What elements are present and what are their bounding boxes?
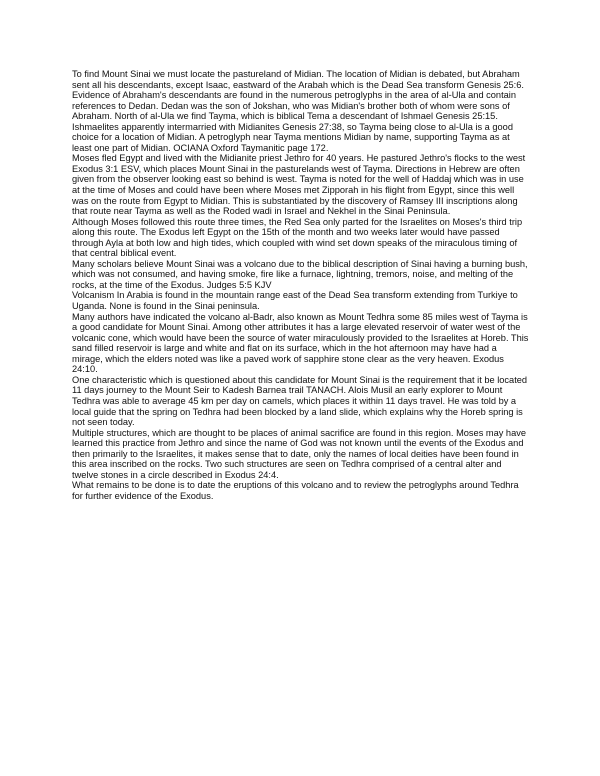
paragraph-sacrifice-structures: Multiple structures, which are thought to be places of animal sacrifice are found in this region. Moses may have learned this practice from Jethro and since the name of God was not known until the events of the Exodus and then primarily to the Israelites, it makes sense that to date, only the names of local deities have been found in this area inscribed on the rocks. Two such structures are seen on Tedhra comprised of a central alter and twelve stones in a circle described in Exodus 24:4. [72,427,526,480]
paragraph-eleven-days-journey: One characteristic which is questioned about this candidate for Mount Sinai is the requirement that it be located 11 days journey to the Mount Seir to Kadesh Barnea trail TANACH. Alois Musil an early explorer to Mount Tedhra was able to average 45 km per day on camels, which places it within 11 days travel. He was told by a local guide that the spring on Tedhra had been blocked by a land slide, which explains why the Horeb spring is not seen today. [72,374,528,428]
paragraph-red-sea-crossing: Although Moses followed this route three times, the Red Sea only parted for the Israelites on Moses's third trip along this route. The Exodus left Egypt on the 15th of the month and two weeks later would have passed through Ayla at both low and high tides, which coupled with wind set down speaks of the miraculous timing of that central biblical event. [72,216,523,259]
paragraph-remaining-work: What remains to be done is to date the eruptions of this volcano and to review the petroglyphs around Tedhra for further evidence of the Exodus. [72,480,519,501]
paragraph-volcano-description: Many scholars believe Mount Sinai was a volcano due to the biblical description of Sinai having a burning bush, which was not consumed, and having smoke, fire like a furnace, lightning, tremors, noise, and melting of the rocks, at the time of the Exodus. Judges 5:5 KJV [72,258,528,290]
paragraph-moses-jethro: Moses fled Egypt and lived with the Midianite priest Jethro for 40 years. He pastured Jethro's flocks to the west Exodus 3:1 ESV, which places Mount Sinai in the pasturelands west of Tayma. Directions in Hebrew are often given from the observer looking east so behind is west. Tayma is noted for the well of Haddaj which was in use at the time of Moses and could have been where Moses met Zipporah in his flight from Egypt, since this well was on the route from Egypt to Midian. This is substantiated by the discovery of Ramsey III inscriptions along that route near Tayma as well as the Roded wadi in Israel and Nekhel in the Sinai Peninsula. [72,153,526,217]
document-page [72,69,530,501]
paragraph-al-badr-candidate: Many authors have indicated the volcano al-Badr, also known as Mount Tedhra some 85 miles west of Tayma is a good candidate for Mount Sinai. Among other attributes it has a large elevated reservoir of water west of the volcanic cone, which would have been the source of water miraculously provided to the Israelites at Horeb. This sand filled reservoir is large and white and flat on its surface, which in the hot afternoon may have had a mirage, which the elders noted was like a paved work of sapphire stone clear as the very heaven. Exodus 24:10. [72,311,529,375]
paragraph-midian-location: To find Mount Sinai we must locate the pastureland of Midian. The location of Midian is debated, but Abraham sent all his descendants, except Isaac, eastward of the Arabah which is the Dead Sea transform Genesis 25:6. Evidence of Abraham's descendants are found in the numerous petroglyphs in the area of al-Ula and contain references to Dedan. Dedan was the son of Jokshan, who was Midian's brother both of whom were sons of Abraham. North of al-Ula we find Tayma, which is biblical Tema a descendant of Ishmael Genesis 25:15. Ishmaelites apparently intermarried with Midianites Genesis 27:38, so Tayma being close to al-Ula is a good choice for a location of Midian. A petroglyph near Tayma mentions Midian by name, supporting Tayma as at least one part of Midian. OCIANA Oxford Taymanitic page 172. [72,69,524,153]
paragraph-volcanism-arabia: Volcanism In Arabia is found in the mountain range east of the Dead Sea transform extending from Turkiye to Uganda. None is found in the Sinai peninsula. [72,290,518,312]
